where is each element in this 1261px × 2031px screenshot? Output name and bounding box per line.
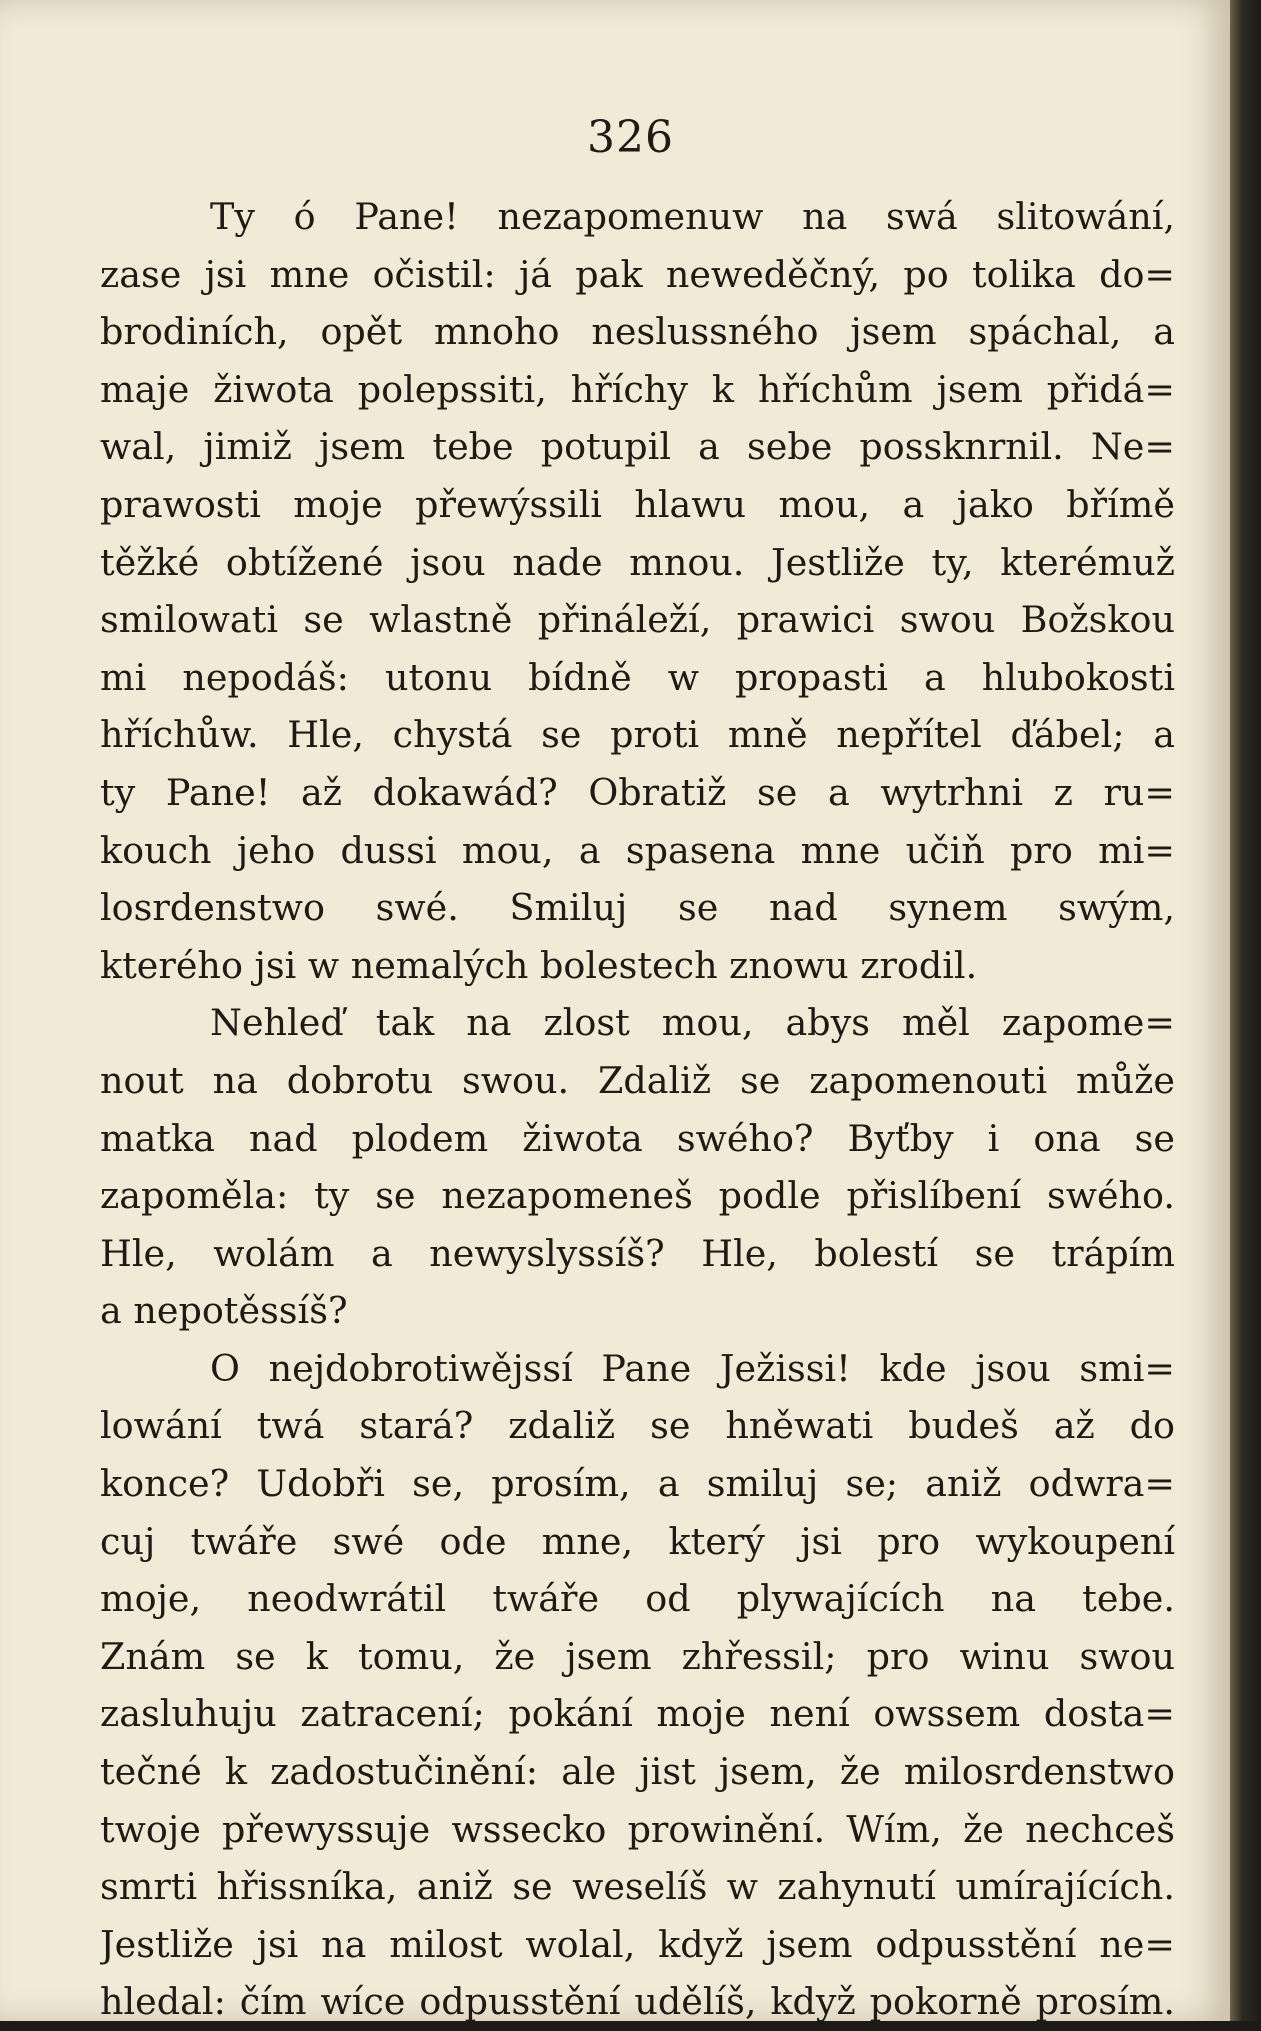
text-line: hledal: čím wíce odpusstění udělíš, když pokorně prosím. [100,1980,1175,2024]
text-line: a nepotěssíš? [100,1289,348,1333]
text-line: těžké obtížené jsou nade mnou. Jestliže ty, kterémuž [100,540,1175,584]
text-line: nout na dobrotu swou. Zdaliž se zapomenouti může [100,1058,1175,1102]
text-line: moje, neodwrátil twáře od plywajících na tebe. [100,1577,1175,1621]
text-line: maje žiwota polepssiti, hříchy k hříchům jsem přidá= [100,367,1175,411]
text-line: konce? Udobři se, prosím, a smiluj se; aniž odwra= [100,1462,1175,1506]
text-line: hříchůw. Hle, chystá se proti mně nepřítel ďábel; a [100,713,1175,757]
text-line: Ty ó Pane! nezapomenuw na swá slitowání, [210,195,1175,238]
text-line: twoje přewyssuje wssecko prowinění. Wím, že nechceš [100,1807,1175,1851]
text-line: smrti hřissníka, aniž se weselíš w zahynutí umírajících. [100,1865,1175,1909]
text-line: O nejdobrotiwějssí Pane Ježissi! kde jsou smi= [210,1346,1175,1390]
text-line: ty Pane! až dokawád? Obratiž se a wytrhni z ru= [100,770,1175,814]
text-line: matka nad plodem žiwota swého? Byťby i ona se [100,1116,1175,1160]
page-number: 326 [587,112,674,163]
text-line: mi nepodáš: utonu bídně w propasti a hlubokosti [100,655,1175,699]
text-line: prawosti moje přewýssili hlawu mou, a jako břímě [100,482,1175,526]
text-line: kouch jeho dussi mou, a spasena mne učiň pro mi= [100,828,1175,872]
body-text [100,188,1175,2031]
page-edge [1230,0,1261,2021]
text-line: Nehleď tak na zlost mou, abys měl zapome= [210,1001,1175,1045]
text-line: tečné k zadostučinění: ale jist jsem, že milosrdenstwo [100,1750,1175,1794]
text-line: smilowati se wlastně přináleží, prawici swou Božskou [100,598,1175,642]
text-line: cuj twáře swé ode mne, který jsi pro wykoupení [100,1519,1175,1563]
text-line: zase jsi mne očistil: já pak neweděčný, po tolika do= [100,252,1175,296]
text-line: losrdenstwo swé. Smiluj se nad synem swým, [100,886,1175,930]
text-line: Hle, wolám a newyslyssíš? Hle, bolestí se trápím [100,1231,1175,1275]
text-line: Znám se k tomu, že jsem zhřessil; pro winu swou [100,1634,1175,1678]
text-line: brodiních, opět mnoho neslussného jsem spáchal, a [100,310,1175,354]
text-line: wal, jimiž jsem tebe potupil a sebe possknrnil. Ne= [100,425,1175,469]
text-line: Jestliže jsi na milost wolal, když jsem odpusstění ne= [100,1922,1175,1966]
text-line: zapoměla: ty se nezapomeneš podle přislíbení swého. [100,1174,1175,1218]
text-line: kterého jsi w nemalých bolestech znowu zrodil. [100,943,978,987]
text-line: lowání twá stará? zdaliž se hněwati budeš až do [100,1404,1175,1448]
text-line: zasluhuju zatracení; pokání moje není owssem dosta= [100,1692,1175,1736]
